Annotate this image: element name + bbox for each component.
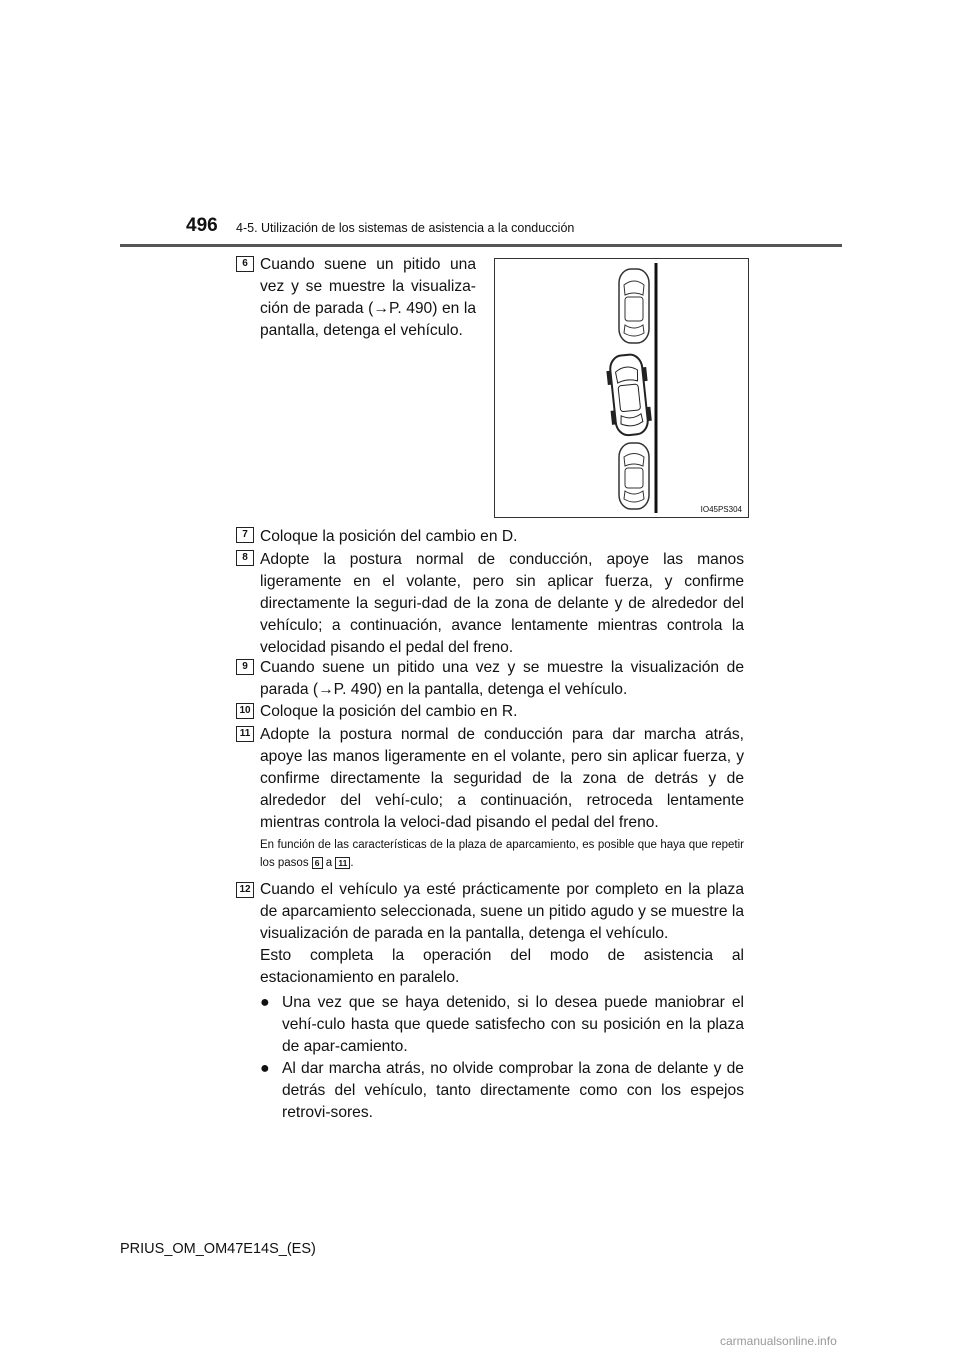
figure-code: IO45PS304 bbox=[700, 505, 742, 514]
step-number-badge: 10 bbox=[236, 703, 254, 719]
document-code: PRIUS_OM_OM47E14S_(ES) bbox=[120, 1241, 316, 1257]
step-text: Cuando suene un pitido una vez y se muestre la visualiza-ción de parada (→P. 490) en la pantalla, detenga el vehículo. bbox=[260, 256, 476, 339]
note-body: En función de las características de la plaza de aparcamiento, es posible que haya que repetir los pasos bbox=[260, 839, 744, 869]
step-number-badge: 9 bbox=[236, 659, 254, 675]
bullet-item bbox=[260, 992, 744, 1058]
step-text: Cuando suene un pitido una vez y se muestre la visualización de parada (→P. 490) en la pantalla, detenga el vehículo. bbox=[260, 659, 744, 698]
maneuvering-car bbox=[605, 353, 653, 437]
header-divider bbox=[120, 244, 842, 247]
bullet-dot: ● bbox=[260, 994, 270, 1011]
bullet-text: Una vez que se haya detenido, si lo desea puede maniobrar el vehí-culo hasta que quede satisfecho con su posición en la plaza de apar-camiento. bbox=[282, 994, 744, 1055]
note-connector: a bbox=[325, 857, 333, 869]
bullet-dot: ● bbox=[260, 1060, 270, 1077]
watermark: carmanualsonline.info bbox=[720, 1334, 837, 1348]
step-text-conclusion: Esto completa la operación del modo de asistencia al estacionamiento en paralelo. bbox=[260, 947, 744, 986]
parking-illustration bbox=[494, 258, 749, 518]
note-end: . bbox=[350, 857, 354, 869]
step-text-main: Cuando el vehículo ya esté prácticamente por completo en la plaza de aparcamiento seleccionada, suene un pitido agudo y se muestre la visualización de parada en la pantalla, detenga el vehículo. bbox=[260, 881, 744, 942]
step-number-badge: 7 bbox=[236, 527, 254, 543]
section-title: 4-5. Utilización de los sistemas de asistencia a la conducción bbox=[236, 221, 575, 235]
step-ref-badge: 6 bbox=[312, 857, 323, 869]
page-number: 496 bbox=[186, 215, 218, 236]
parked-car-rear bbox=[619, 443, 649, 509]
step-number-badge: 11 bbox=[236, 726, 254, 742]
note-text bbox=[260, 836, 744, 872]
bullet-item bbox=[260, 1058, 744, 1124]
step-text: Adopte la postura normal de conducción, apoye las manos ligeramente en el volante, pero sin aplicar fuerza, y confirme directamente la seguri-dad de la zona de delante y de alrededor del vehículo; a continuación, avance lentamente mientras controla la velocidad pisando el pedal del freno. bbox=[260, 551, 744, 656]
step-number-badge: 6 bbox=[236, 256, 254, 272]
parked-car-front bbox=[619, 269, 649, 343]
step-text: Coloque la posición del cambio en D. bbox=[260, 528, 518, 545]
step-text: Coloque la posición del cambio en R. bbox=[260, 703, 518, 720]
step-text: Adopte la postura normal de conducción para dar marcha atrás, apoye las manos ligeramente en el volante, pero sin aplicar fuerza, y confirme directamente la seguridad de la zona de detrás y de alrededor del vehí-culo; a continuación, retroceda lentamente mientras controla la veloci-dad pisando el pedal del freno. bbox=[260, 726, 744, 831]
step-ref-badge: 11 bbox=[335, 857, 350, 869]
step-text bbox=[260, 879, 744, 989]
step-number-badge: 12 bbox=[236, 882, 254, 898]
bullet-text: Al dar marcha atrás, no olvide comprobar la zona de delante y de detrás del vehículo, tanto directamente como con los espejos retrovi-sores. bbox=[282, 1060, 744, 1121]
step-number-badge: 8 bbox=[236, 550, 254, 566]
parking-diagram bbox=[495, 259, 748, 517]
